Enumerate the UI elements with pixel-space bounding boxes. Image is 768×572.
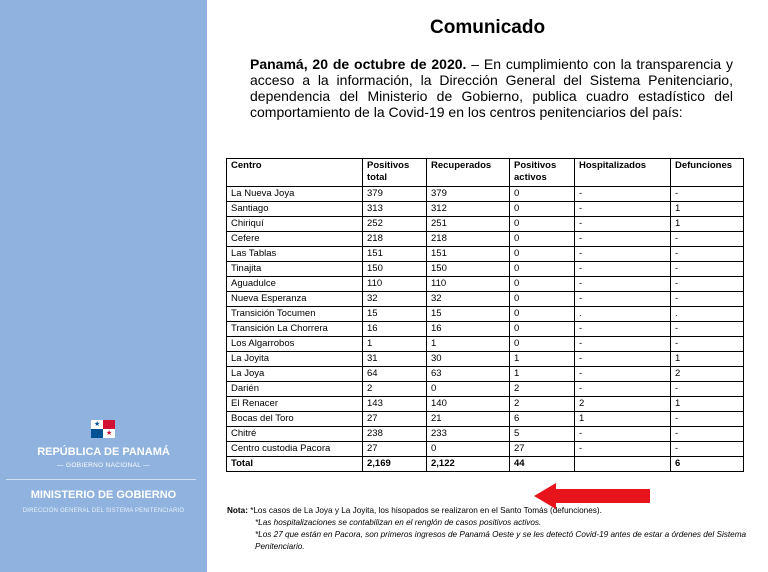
table-cell: -	[671, 442, 744, 457]
table-cell: 15	[363, 307, 427, 322]
table-cell: 0	[510, 232, 575, 247]
table-cell: 312	[427, 202, 510, 217]
table-row	[227, 217, 744, 232]
header-positivos-activos: Positivos activos	[510, 159, 575, 187]
table-cell: -	[575, 262, 671, 277]
table-cell: 379	[427, 187, 510, 202]
table-cell: -	[575, 322, 671, 337]
table-cell: 1	[671, 397, 744, 412]
table-cell: 0	[510, 307, 575, 322]
table-cell: Tinajita	[227, 262, 363, 277]
table-cell: -	[671, 412, 744, 427]
table-cell: 1	[427, 337, 510, 352]
divider	[6, 479, 196, 480]
table-header-row	[227, 159, 744, 187]
table-row	[227, 427, 744, 442]
table-row	[227, 382, 744, 397]
table-cell: 1	[671, 217, 744, 232]
table-cell: 0	[510, 337, 575, 352]
table-cell: 150	[363, 262, 427, 277]
table-cell: -	[575, 337, 671, 352]
table-cell: 143	[363, 397, 427, 412]
table-cell: -	[671, 232, 744, 247]
table-cell: -	[575, 187, 671, 202]
table-cell: 1	[671, 202, 744, 217]
table-cell: 27	[363, 412, 427, 427]
table-cell: -	[671, 247, 744, 262]
table-cell: La Joyita	[227, 352, 363, 367]
table-cell: 1	[510, 352, 575, 367]
header-hospitalizados: Hospitalizados	[575, 159, 671, 187]
table-row	[227, 232, 744, 247]
table-cell: 2	[510, 397, 575, 412]
table-cell: 2	[363, 382, 427, 397]
table-cell: -	[671, 337, 744, 352]
table-cell: La Nueva Joya	[227, 187, 363, 202]
intro-paragraph	[250, 56, 733, 120]
table-cell: -	[575, 367, 671, 382]
table-cell: -	[575, 442, 671, 457]
table-cell: -	[671, 262, 744, 277]
table-cell: -	[575, 202, 671, 217]
table-cell: Nueva Esperanza	[227, 292, 363, 307]
table-cell: 218	[363, 232, 427, 247]
table-cell: 379	[363, 187, 427, 202]
note-label: Nota:	[227, 506, 248, 515]
table-cell: 251	[427, 217, 510, 232]
table-cell: 64	[363, 367, 427, 382]
table-cell: 218	[427, 232, 510, 247]
sidebar	[0, 0, 207, 572]
table-row	[227, 187, 744, 202]
table-cell: 0	[510, 202, 575, 217]
table-cell: .	[575, 307, 671, 322]
note-3: *Los 27 que están en Pacora, son primeros ingresos de Panamá Oeste y se les detectó Covid-19 antes de estar a órdenes del Sistema Penitenciario.	[255, 530, 747, 551]
table-cell: -	[575, 382, 671, 397]
table-cell: 0	[427, 442, 510, 457]
table-cell: -	[575, 217, 671, 232]
table-cell: -	[671, 277, 744, 292]
table-cell: 252	[363, 217, 427, 232]
table-row	[227, 277, 744, 292]
table-cell: Cefere	[227, 232, 363, 247]
note-1-text: *Los casos de La Joya y La Joyita, los hisopados se realizaron en el Santo Tomás (defunciones).	[247, 506, 602, 515]
table-cell: 1	[671, 352, 744, 367]
page-title: Comunicado	[430, 17, 546, 38]
note-2: *Las hospitalizaciones se contabilizan en el renglón de casos positivos activos.	[255, 518, 542, 527]
table-row	[227, 352, 744, 367]
table-cell: 1	[575, 412, 671, 427]
table-cell: 32	[363, 292, 427, 307]
table-row	[227, 202, 744, 217]
table-cell: 16	[363, 322, 427, 337]
table-cell: 0	[510, 292, 575, 307]
table-cell: -	[575, 292, 671, 307]
table-row	[227, 247, 744, 262]
table-cell: -	[671, 427, 744, 442]
table-row	[227, 292, 744, 307]
table-cell: 0	[510, 277, 575, 292]
table-cell: Transición Tocumen	[227, 307, 363, 322]
table-cell: Bocas del Toro	[227, 412, 363, 427]
total-cell: 44	[510, 457, 575, 472]
table-row	[227, 412, 744, 427]
table-cell: 1	[510, 367, 575, 382]
table-cell: 2	[671, 367, 744, 382]
table-cell: 238	[363, 427, 427, 442]
table-cell: 6	[510, 412, 575, 427]
table-cell: 21	[427, 412, 510, 427]
table-cell: Aguadulce	[227, 277, 363, 292]
table-cell: 110	[363, 277, 427, 292]
republica-label: REPÚBLICA DE PANAMÁ	[37, 446, 170, 458]
header-recuperados: Recuperados	[427, 159, 510, 187]
table-cell: 30	[427, 352, 510, 367]
table-cell: 0	[510, 247, 575, 262]
table-cell: Transición La Chorrera	[227, 322, 363, 337]
table-cell: 233	[427, 427, 510, 442]
table-row	[227, 397, 744, 412]
table-cell: 27	[363, 442, 427, 457]
table-row	[227, 262, 744, 277]
header-centro: Centro	[227, 159, 363, 187]
table-cell: La Joya	[227, 367, 363, 382]
table-cell: 31	[363, 352, 427, 367]
table-cell: 313	[363, 202, 427, 217]
table-cell: Los Algarrobos	[227, 337, 363, 352]
table-cell: -	[671, 382, 744, 397]
table-cell: 5	[510, 427, 575, 442]
table-cell: 0	[510, 322, 575, 337]
table-cell: 32	[427, 292, 510, 307]
table-cell: 0	[427, 382, 510, 397]
header-defunciones: Defunciones	[671, 159, 744, 187]
table-cell: 151	[363, 247, 427, 262]
table-cell: El Renacer	[227, 397, 363, 412]
table-cell: -	[575, 247, 671, 262]
notes	[227, 505, 757, 553]
table-cell: -	[671, 187, 744, 202]
total-cell: Total	[227, 457, 363, 472]
total-cell: 2,169	[363, 457, 427, 472]
gobierno-label: — GOBIERNO NACIONAL —	[57, 462, 150, 469]
table-cell: 0	[510, 262, 575, 277]
panama-flag-icon: ★ ★	[91, 420, 115, 438]
table-cell: -	[671, 322, 744, 337]
stats-table	[226, 158, 744, 472]
table-cell: .	[671, 307, 744, 322]
table-cell: Centro custodia Pacora	[227, 442, 363, 457]
table-cell: 2	[575, 397, 671, 412]
table-row	[227, 307, 744, 322]
table-cell: -	[575, 277, 671, 292]
note-1	[227, 505, 757, 517]
table-cell: 27	[510, 442, 575, 457]
table-cell: -	[575, 427, 671, 442]
ministerio-label: MINISTERIO DE GOBIERNO	[30, 489, 177, 501]
table-cell: 110	[427, 277, 510, 292]
header-positivos-total: Positivos total	[363, 159, 427, 187]
total-cell: 6	[671, 457, 744, 472]
table-cell: Santiago	[227, 202, 363, 217]
direccion-label: DIRECCIÓN GENERAL DEL SISTEMA PENITENCIARIO	[22, 508, 185, 514]
table-cell: Las Tablas	[227, 247, 363, 262]
table-cell: Chitré	[227, 427, 363, 442]
table-cell: 151	[427, 247, 510, 262]
table-cell: -	[575, 352, 671, 367]
table-cell: -	[575, 232, 671, 247]
table-row	[227, 322, 744, 337]
table-cell: 16	[427, 322, 510, 337]
table-cell: -	[671, 292, 744, 307]
table-cell: 63	[427, 367, 510, 382]
total-cell	[575, 457, 671, 472]
table-cell: 140	[427, 397, 510, 412]
total-cell: 2,122	[427, 457, 510, 472]
table-cell: 2	[510, 382, 575, 397]
table-row	[227, 442, 744, 457]
table-row	[227, 337, 744, 352]
intro-lead: Panamá, 20 de octubre de 2020.	[250, 56, 467, 72]
table-cell: 15	[427, 307, 510, 322]
table-row	[227, 367, 744, 382]
table-cell: 0	[510, 187, 575, 202]
table-cell: Chiriquí	[227, 217, 363, 232]
table-cell: Darién	[227, 382, 363, 397]
table-cell: 150	[427, 262, 510, 277]
table-total-row	[227, 457, 744, 472]
table-cell: 0	[510, 217, 575, 232]
table-cell: 1	[363, 337, 427, 352]
intro-body: – En cumplimiento con la transparencia y acceso a la información, la Dirección General del Sistema Penitenciario, dependencia del Ministerio de Gobierno, publica cuadro estadístico del comportamiento de la Covid-19 en los centros penitenciarios del país:	[250, 56, 733, 120]
